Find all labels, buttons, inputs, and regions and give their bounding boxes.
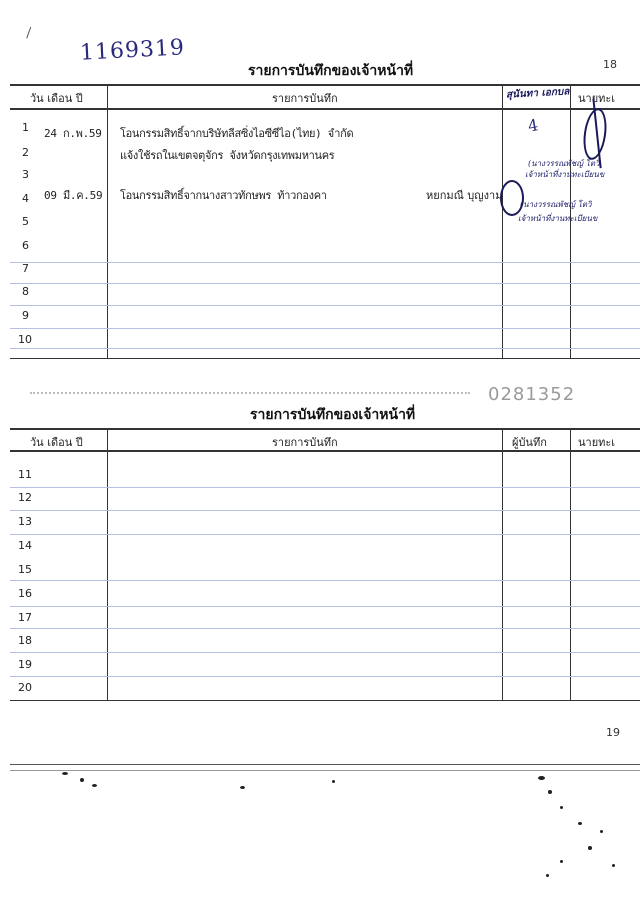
ruled-line <box>10 262 640 263</box>
row-number: 11 <box>18 468 32 481</box>
speck <box>92 784 97 787</box>
bottom-col-divider-recorder <box>570 428 571 701</box>
bottom-col-divider-entry <box>502 428 503 701</box>
scan-noise-dots <box>30 392 470 394</box>
recorder-handwritten-name: หยกมณี บุญงาม <box>426 189 503 202</box>
ruled-line <box>10 328 640 329</box>
row-number: 3 <box>22 168 29 181</box>
row-number: 14 <box>18 539 32 552</box>
official-stamp-line: (นางวรรณพัชญ์ โตวิ <box>520 200 592 209</box>
row-number: 9 <box>22 309 29 322</box>
bottom-table-bottom-rule <box>10 700 640 701</box>
official-stamp-line: เจ้าหน้าที่งานทะเบียนข <box>518 214 598 223</box>
entry-text: โอนกรรมสิทธิ์จากบริษัทลีสซิ่งไอซีซีไอ(ไทย) จำกัด <box>120 127 354 140</box>
ruled-line <box>10 283 640 284</box>
row-number: 12 <box>18 491 32 504</box>
speck <box>560 806 563 809</box>
top-header-recorder-stamp: สุนันทา เอกบล <box>505 86 570 101</box>
bottom-header-entry: รายการบันทึก <box>272 436 338 449</box>
row-number: 13 <box>18 515 32 528</box>
ruled-line <box>10 628 640 629</box>
ruled-line <box>10 487 640 488</box>
row-number: 8 <box>22 285 29 298</box>
bottom-header-recorder: ผู้บันทึก <box>512 436 547 449</box>
ruled-line <box>10 580 640 581</box>
bottom-header-registrar: นายทะเ <box>578 436 616 449</box>
ruled-line <box>10 348 640 349</box>
row-number: 7 <box>22 262 29 275</box>
top-header-registrar: นายทะเ <box>578 92 616 105</box>
ruled-line <box>10 510 640 511</box>
row-number: 19 <box>18 658 32 671</box>
speck <box>578 822 582 825</box>
bottom-col-divider-date <box>107 428 108 701</box>
entry-date: 24 ก.พ.59 <box>44 127 102 140</box>
pen-mark <box>26 27 39 41</box>
top-col-divider-date <box>107 84 108 359</box>
speck <box>62 772 68 775</box>
top-table-header-rule <box>10 108 640 110</box>
row-number: 5 <box>22 215 29 228</box>
speck <box>588 846 592 850</box>
top-col-divider-entry <box>502 84 503 359</box>
next-page-top-rule <box>10 764 640 765</box>
top-section-title: รายการบันทึกของเจ้าหน้าที่ <box>248 63 414 79</box>
speck <box>600 830 603 833</box>
next-page-top-rule <box>10 770 640 771</box>
ruled-line <box>10 606 640 607</box>
speck <box>538 776 545 780</box>
row-number: 10 <box>18 333 32 346</box>
ruled-line <box>10 652 640 653</box>
official-stamp-line: เจ้าหน้าที่งานทะเบียนข <box>525 170 605 179</box>
row-number: 15 <box>18 563 32 576</box>
row-number: 4 <box>22 192 29 205</box>
speck <box>548 790 552 794</box>
speck <box>240 786 245 789</box>
official-stamp-line: (นางวรรณพัชญ์ โตวิ <box>528 159 600 168</box>
entry-text: โอนกรรมสิทธิ์จากนางสาวทักษพร ท้าวกองคา <box>120 189 327 202</box>
row-number: 17 <box>18 611 32 624</box>
row-number: 18 <box>18 634 32 647</box>
row-number: 2 <box>22 146 29 159</box>
speck <box>560 860 563 863</box>
speck <box>612 864 615 867</box>
ruled-line <box>10 305 640 306</box>
top-page-number: 18 <box>603 58 617 71</box>
entry-date: 09 มี.ค.59 <box>44 189 103 202</box>
handwritten-document-number: 1169319 <box>79 35 186 66</box>
row-number: 1 <box>22 121 29 134</box>
entry-text: แจ้งใช้รถในเขตจตุจักร จังหวัดกรุงเทพมหานคร <box>120 149 335 162</box>
top-header-date: วัน เดือน ปี <box>30 92 83 105</box>
speck <box>546 874 549 877</box>
top-header-entry: รายการบันทึก <box>272 92 338 105</box>
ruled-line <box>10 676 640 677</box>
bottom-table-top-rule <box>10 428 640 430</box>
ruled-line <box>10 534 640 535</box>
recorder-handwritten-mark: 4 <box>526 115 540 136</box>
row-number: 6 <box>22 239 29 252</box>
bottom-header-date: วัน เดือน ปี <box>30 436 83 449</box>
top-table-bottom-rule <box>10 358 640 359</box>
faint-serial-number: 0281352 <box>488 384 576 405</box>
bottom-section-title: รายการบันทึกของเจ้าหน้าที่ <box>250 407 416 423</box>
speck <box>332 780 335 783</box>
bottom-page-number: 19 <box>606 726 620 739</box>
row-number: 16 <box>18 587 32 600</box>
speck <box>80 778 84 782</box>
row-number: 20 <box>18 681 32 694</box>
